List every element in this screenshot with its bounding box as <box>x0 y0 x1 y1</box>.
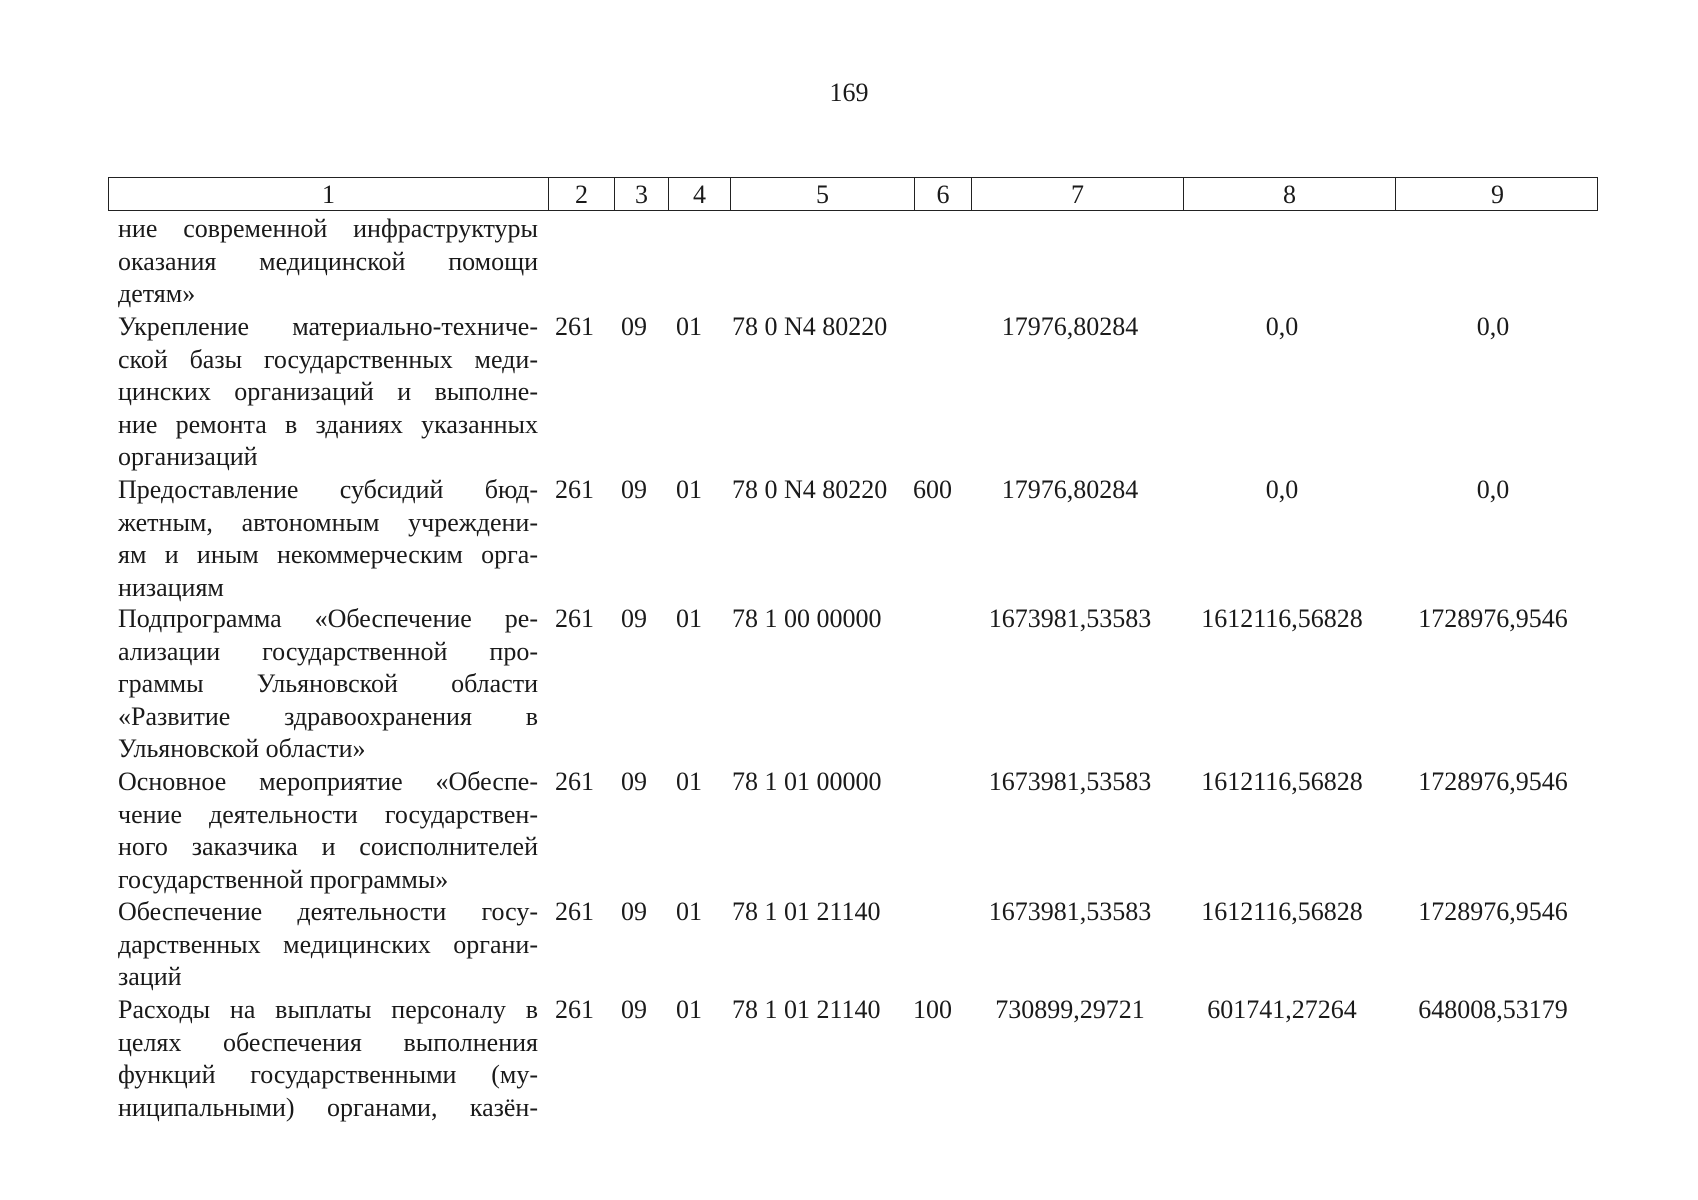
cell-col9: 1728976,9546 <box>1418 767 1568 796</box>
column-header-8: 8 <box>1184 178 1396 210</box>
column-header-4: 4 <box>669 178 731 210</box>
name-line: «Развитие здравоохранения в <box>118 701 538 731</box>
cell-col5: 78 1 00 00000 <box>732 604 882 633</box>
name-line: функций государственными (му- <box>118 1060 538 1089</box>
cell-col5: 78 1 01 21140 <box>732 995 881 1024</box>
cell-col7: 1673981,53583 <box>988 604 1152 633</box>
cell-col9: 0,0 <box>1476 475 1510 504</box>
name-line: ние ремонта в зданиях указанных <box>118 409 538 439</box>
cell-col3: 09 <box>621 604 647 633</box>
cell-col5: 78 1 01 21140 <box>732 897 881 926</box>
name-line: оказания медицинской помощи <box>118 246 538 276</box>
cell-col8: 0,0 <box>1265 312 1299 341</box>
column-header-7: 7 <box>972 178 1184 210</box>
cell-col9: 0,0 <box>1476 312 1510 341</box>
name-line: ниципальными) органами, казён- <box>118 1092 538 1122</box>
column-header-6: 6 <box>915 178 972 210</box>
cell-col2: 261 <box>555 897 594 926</box>
cell-col3: 09 <box>621 312 647 341</box>
cell-col8: 1612116,56828 <box>1201 604 1363 633</box>
name-line: Подпрограмма «Обеспечение ре- <box>118 604 538 633</box>
name-line: ской базы государственных меди- <box>118 344 538 374</box>
name-line: заций <box>118 962 182 991</box>
name-line: детям» <box>118 279 196 308</box>
cell-col7: 17976,80284 <box>1001 312 1139 341</box>
name-line: организаций <box>118 442 258 471</box>
name-line: Основное мероприятие «Обеспе- <box>118 767 538 796</box>
name-line: чение деятельности государствен- <box>118 799 538 829</box>
name-line: Расходы на выплаты персоналу в <box>118 995 538 1024</box>
name-line: Ульяновской области» <box>118 734 366 763</box>
cell-col5: 78 0 N4 80220 <box>732 312 888 341</box>
cell-col9: 1728976,9546 <box>1418 604 1568 633</box>
cell-col5: 78 0 N4 80220 <box>732 475 888 504</box>
row-name <box>118 766 538 896</box>
cell-col4: 01 <box>676 897 702 926</box>
row-name <box>118 994 538 1124</box>
name-line: ного заказчика и соисполнителей <box>118 832 538 861</box>
name-line: жетным, автономным учреждени- <box>118 507 538 537</box>
name-line: целях обеспечения выполнения <box>118 1027 538 1057</box>
cell-col3: 09 <box>621 767 647 796</box>
name-line: ям и иным некоммерческим орга- <box>118 540 538 569</box>
cell-col4: 01 <box>676 604 702 633</box>
name-line: дарственных медицинских органи- <box>118 929 538 959</box>
cell-col4: 01 <box>676 312 702 341</box>
cell-col7: 1673981,53583 <box>988 897 1152 926</box>
name-line: Предоставление субсидий бюд- <box>118 475 538 504</box>
name-line: ние современной инфраструктуры <box>118 214 538 243</box>
cell-col8: 0,0 <box>1265 475 1299 504</box>
cell-col9: 648008,53179 <box>1418 995 1568 1024</box>
name-line: цинских организаций и выполне- <box>118 377 538 406</box>
cell-col2: 261 <box>555 995 594 1024</box>
page-number: 169 <box>829 78 869 107</box>
row-name <box>118 311 538 474</box>
name-line: граммы Ульяновской области <box>118 669 538 698</box>
cell-col7: 17976,80284 <box>1001 475 1139 504</box>
cell-col3: 09 <box>621 995 647 1024</box>
cell-col3: 09 <box>621 897 647 926</box>
cell-col2: 261 <box>555 604 594 633</box>
cell-col3: 09 <box>621 475 647 504</box>
cell-col2: 261 <box>555 312 594 341</box>
row-name <box>118 603 538 766</box>
cell-col9: 1728976,9546 <box>1418 897 1568 926</box>
column-header-1: 1 <box>109 178 549 210</box>
cell-col5: 78 1 01 00000 <box>732 767 882 796</box>
row-name <box>118 474 538 604</box>
cell-col8: 1612116,56828 <box>1201 897 1363 926</box>
name-line: низациям <box>118 572 224 602</box>
cell-col4: 01 <box>676 767 702 796</box>
name-line: Укрепление материально-техниче- <box>118 312 538 341</box>
name-line: ализации государственной про- <box>118 636 538 666</box>
column-header-5: 5 <box>731 178 915 210</box>
row-name <box>118 896 538 994</box>
row-name <box>118 213 538 311</box>
column-header-3: 3 <box>615 178 669 210</box>
column-header-9: 9 <box>1491 180 1504 209</box>
table-header <box>108 177 1598 211</box>
cell-col2: 261 <box>555 475 594 504</box>
name-line: государственной программы» <box>118 864 449 894</box>
cell-col2: 261 <box>555 767 594 796</box>
name-line: Обеспечение деятельности госу- <box>118 897 538 926</box>
column-header-2: 2 <box>549 178 615 210</box>
cell-col7: 730899,29721 <box>995 995 1145 1024</box>
cell-col8: 601741,27264 <box>1207 995 1357 1024</box>
cell-col4: 01 <box>676 995 702 1024</box>
cell-col6: 600 <box>913 475 952 504</box>
cell-col7: 1673981,53583 <box>988 767 1152 796</box>
cell-col8: 1612116,56828 <box>1201 767 1363 796</box>
cell-col6: 100 <box>913 995 952 1024</box>
cell-col4: 01 <box>676 475 702 504</box>
